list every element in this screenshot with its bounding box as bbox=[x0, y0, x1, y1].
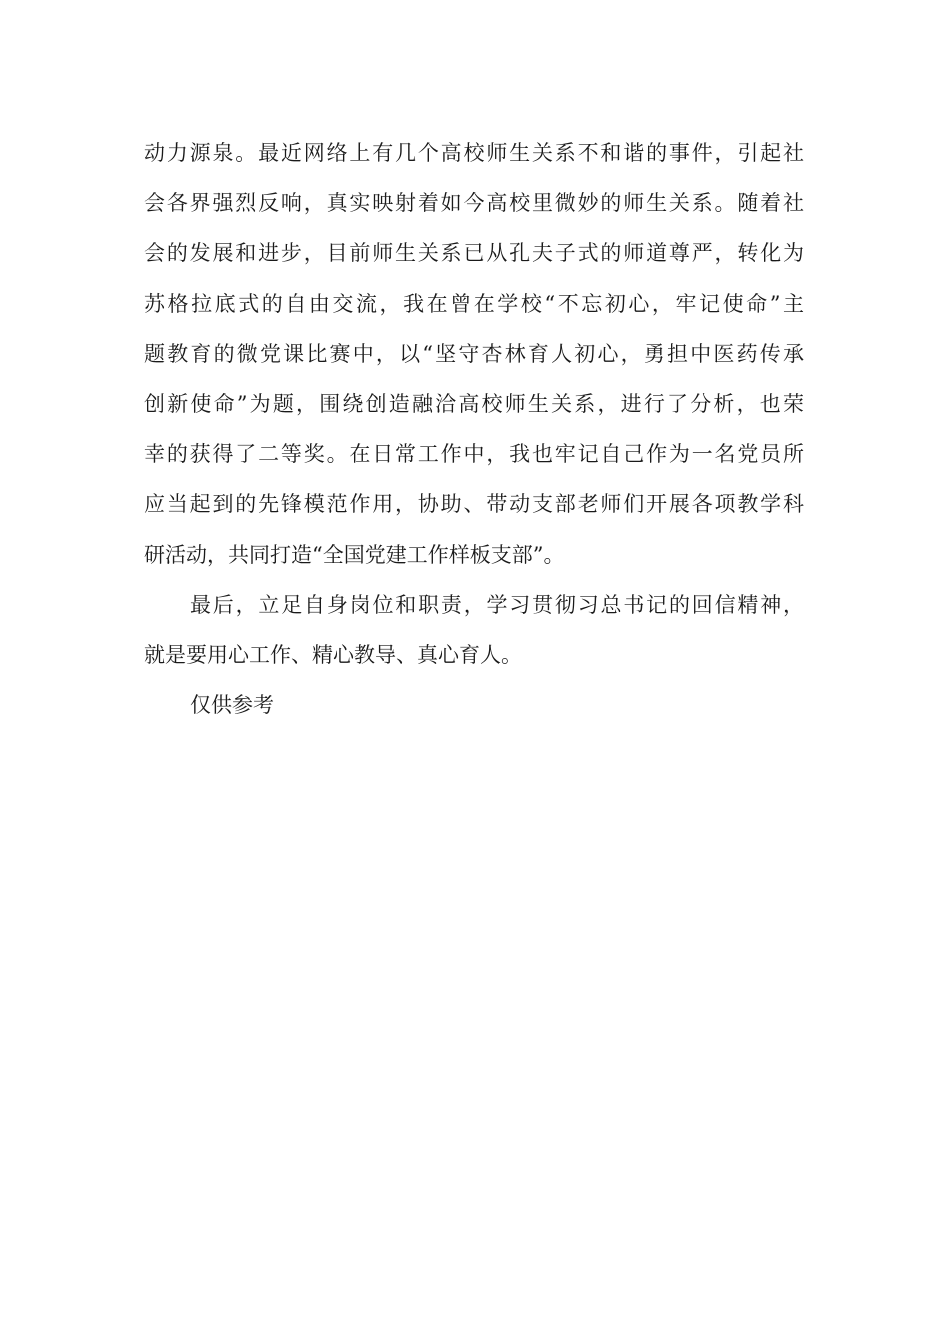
closing-note: 仅供参考 bbox=[190, 693, 274, 718]
paragraph-line: 动力源泉。最近网络上有几个高校师生关系不和谐的事件，引起社 bbox=[144, 141, 804, 165]
paragraph-line: 幸的获得了二等奖。在日常工作中，我也牢记自己作为一名党员所 bbox=[144, 442, 804, 467]
paragraph-line: 题教育的微党课比赛中，以“坚守杏林育人初心，勇担中医药传承 bbox=[144, 341, 804, 366]
paragraph-line: 会的发展和进步，目前师生关系已从孔夫子式的师道尊严，转化为 bbox=[144, 241, 804, 266]
paragraph-line-indented: 最后，立足自身岗位和职责，学习贯彻习总书记的回信精神， bbox=[190, 592, 804, 617]
paragraph-line: 会各界强烈反响，真实映射着如今高校里微妙的师生关系。随着社 bbox=[144, 191, 804, 216]
paragraph-line-last: 就是要用心工作、精心教导、真心育人。 bbox=[144, 642, 522, 667]
paragraph-line: 苏格拉底式的自由交流，我在曾在学校“不忘初心，牢记使命”主 bbox=[144, 291, 804, 316]
paragraph-line-last: 研活动，共同打造“全国党建工作样板支部”。 bbox=[144, 542, 565, 567]
paragraph-line: 创新使命”为题，围绕创造融洽高校师生关系，进行了分析，也荣 bbox=[144, 391, 804, 416]
body-text bbox=[144, 128, 804, 730]
paragraph-line: 应当起到的先锋模范作用，协助、带动支部老师们开展各项教学科 bbox=[144, 492, 804, 517]
